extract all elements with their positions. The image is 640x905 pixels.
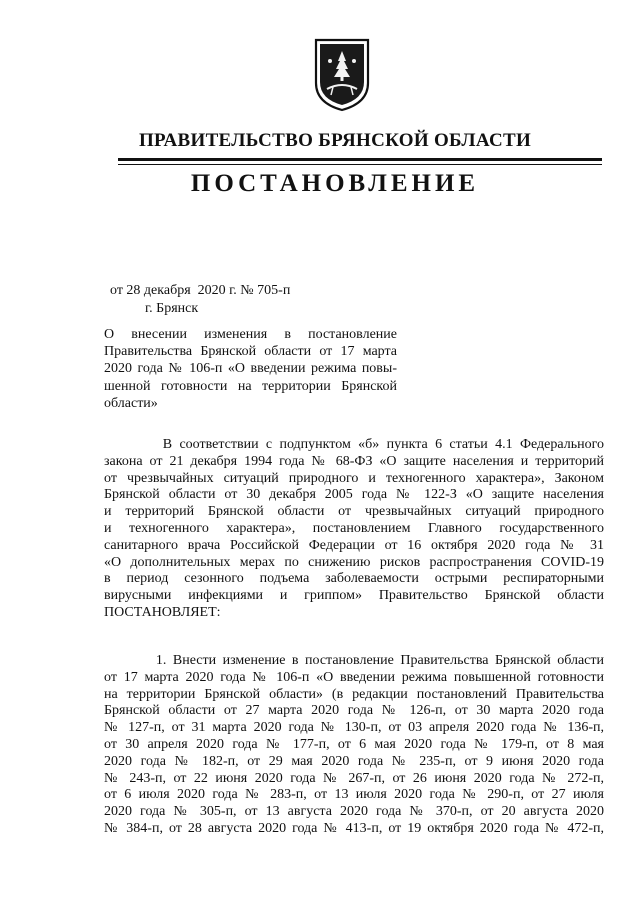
- item-1-line: 1. Внести изменение в постановление Правительства Брянской области: [104, 653, 604, 668]
- subject-line: шенной готовности на территории Брянской: [104, 378, 397, 394]
- preamble-paragraph: [104, 437, 604, 622]
- bryansk-coat-of-arms-icon: [313, 37, 371, 113]
- government-name: ПРАВИТЕЛЬСТВО БРЯНСКОЙ ОБЛАСТИ: [138, 130, 532, 151]
- preamble-line: в период сезонного подъема заболеваемости острыми респираторными: [104, 571, 604, 587]
- item-1-line: 2020 года № 182-п, от 29 мая 2020 года № 235-п, от 9 июня 2020 года: [104, 753, 604, 769]
- item-1-line: Брянской области от 27 марта 2020 года № 126-п, от 30 марта 2020 года: [104, 703, 604, 719]
- document-type: ПОСТАНОВЛЕНИЕ: [190, 170, 480, 197]
- document-city: г. Брянск: [145, 301, 199, 316]
- item-1-line: от 6 июля 2020 года № 283-п, от 13 июля 2020 года № 290-п, от 27 июля: [104, 787, 604, 803]
- preamble-line: и техногенного характера», постановлением Главного государственного: [104, 520, 604, 536]
- item-1-line: на территории Брянской области» (в редакции постановлений Правительства: [104, 686, 604, 702]
- subject-line: 2020 года № 106-п «О введении режима повы-: [104, 361, 397, 377]
- document-subject: [104, 326, 397, 412]
- preamble-line: В соответствии с подпунктом «б» пункта 6 статьи 4.1 Федерального: [104, 437, 604, 452]
- item-1-line: № 243-п, от 22 июня 2020 года № 267-п, от 26 июня 2020 года № 272-п,: [104, 770, 604, 786]
- subject-line: Правительства Брянской области от 17 марта: [104, 344, 397, 360]
- preamble-line: вирусными инфекциями и гриппом» Правительство Брянской области: [104, 588, 604, 604]
- item-1-line: от 30 апреля 2020 года № 177-п, от 6 мая 2020 года № 179-п, от 8 мая: [104, 736, 604, 752]
- subject-line: О внесении изменения в постановление: [104, 327, 397, 342]
- subject-line: области»: [104, 395, 158, 411]
- header-rule-thin: [118, 164, 602, 165]
- preamble-line: ПОСТАНОВЛЯЕТ:: [104, 604, 221, 620]
- item-1-line: № 127-п, от 31 марта 2020 года № 130-п, от 03 апреля 2020 года № 136-п,: [104, 720, 604, 736]
- item-1-line: от 17 марта 2020 года № 106-п «О введении режима повышенной готовности: [104, 669, 604, 685]
- preamble-line: санитарного врача Российской Федерации от 16 октября 2020 года № 31: [104, 537, 604, 553]
- document-dateline: от 28 декабря 2020 г. № 705-п: [110, 283, 291, 298]
- preamble-line: от чрезвычайных ситуаций природного и техногенного характера», Законом: [104, 470, 604, 486]
- header-rule-thick: [118, 158, 602, 161]
- preamble-line: Брянской области от 30 декабря 2005 года № 122-З «О защите населения: [104, 487, 604, 503]
- item-1-paragraph: [104, 653, 604, 838]
- preamble-line: закона от 21 декабря 1994 года № 68-ФЗ «О защите населения и территорий: [104, 453, 604, 469]
- preamble-line: и территорий Брянской области от чрезвычайных ситуаций природного: [104, 504, 604, 520]
- preamble-line: «О дополнительных мерах по снижению рисков распространения COVID-19: [104, 554, 604, 570]
- item-1-line: 2020 года № 305-п, от 13 августа 2020 года № 370-п, от 20 августа 2020: [104, 804, 604, 820]
- item-1-line: № 384-п, от 28 августа 2020 года № 413-п, от 19 октября 2020 года № 472-п,: [104, 820, 604, 836]
